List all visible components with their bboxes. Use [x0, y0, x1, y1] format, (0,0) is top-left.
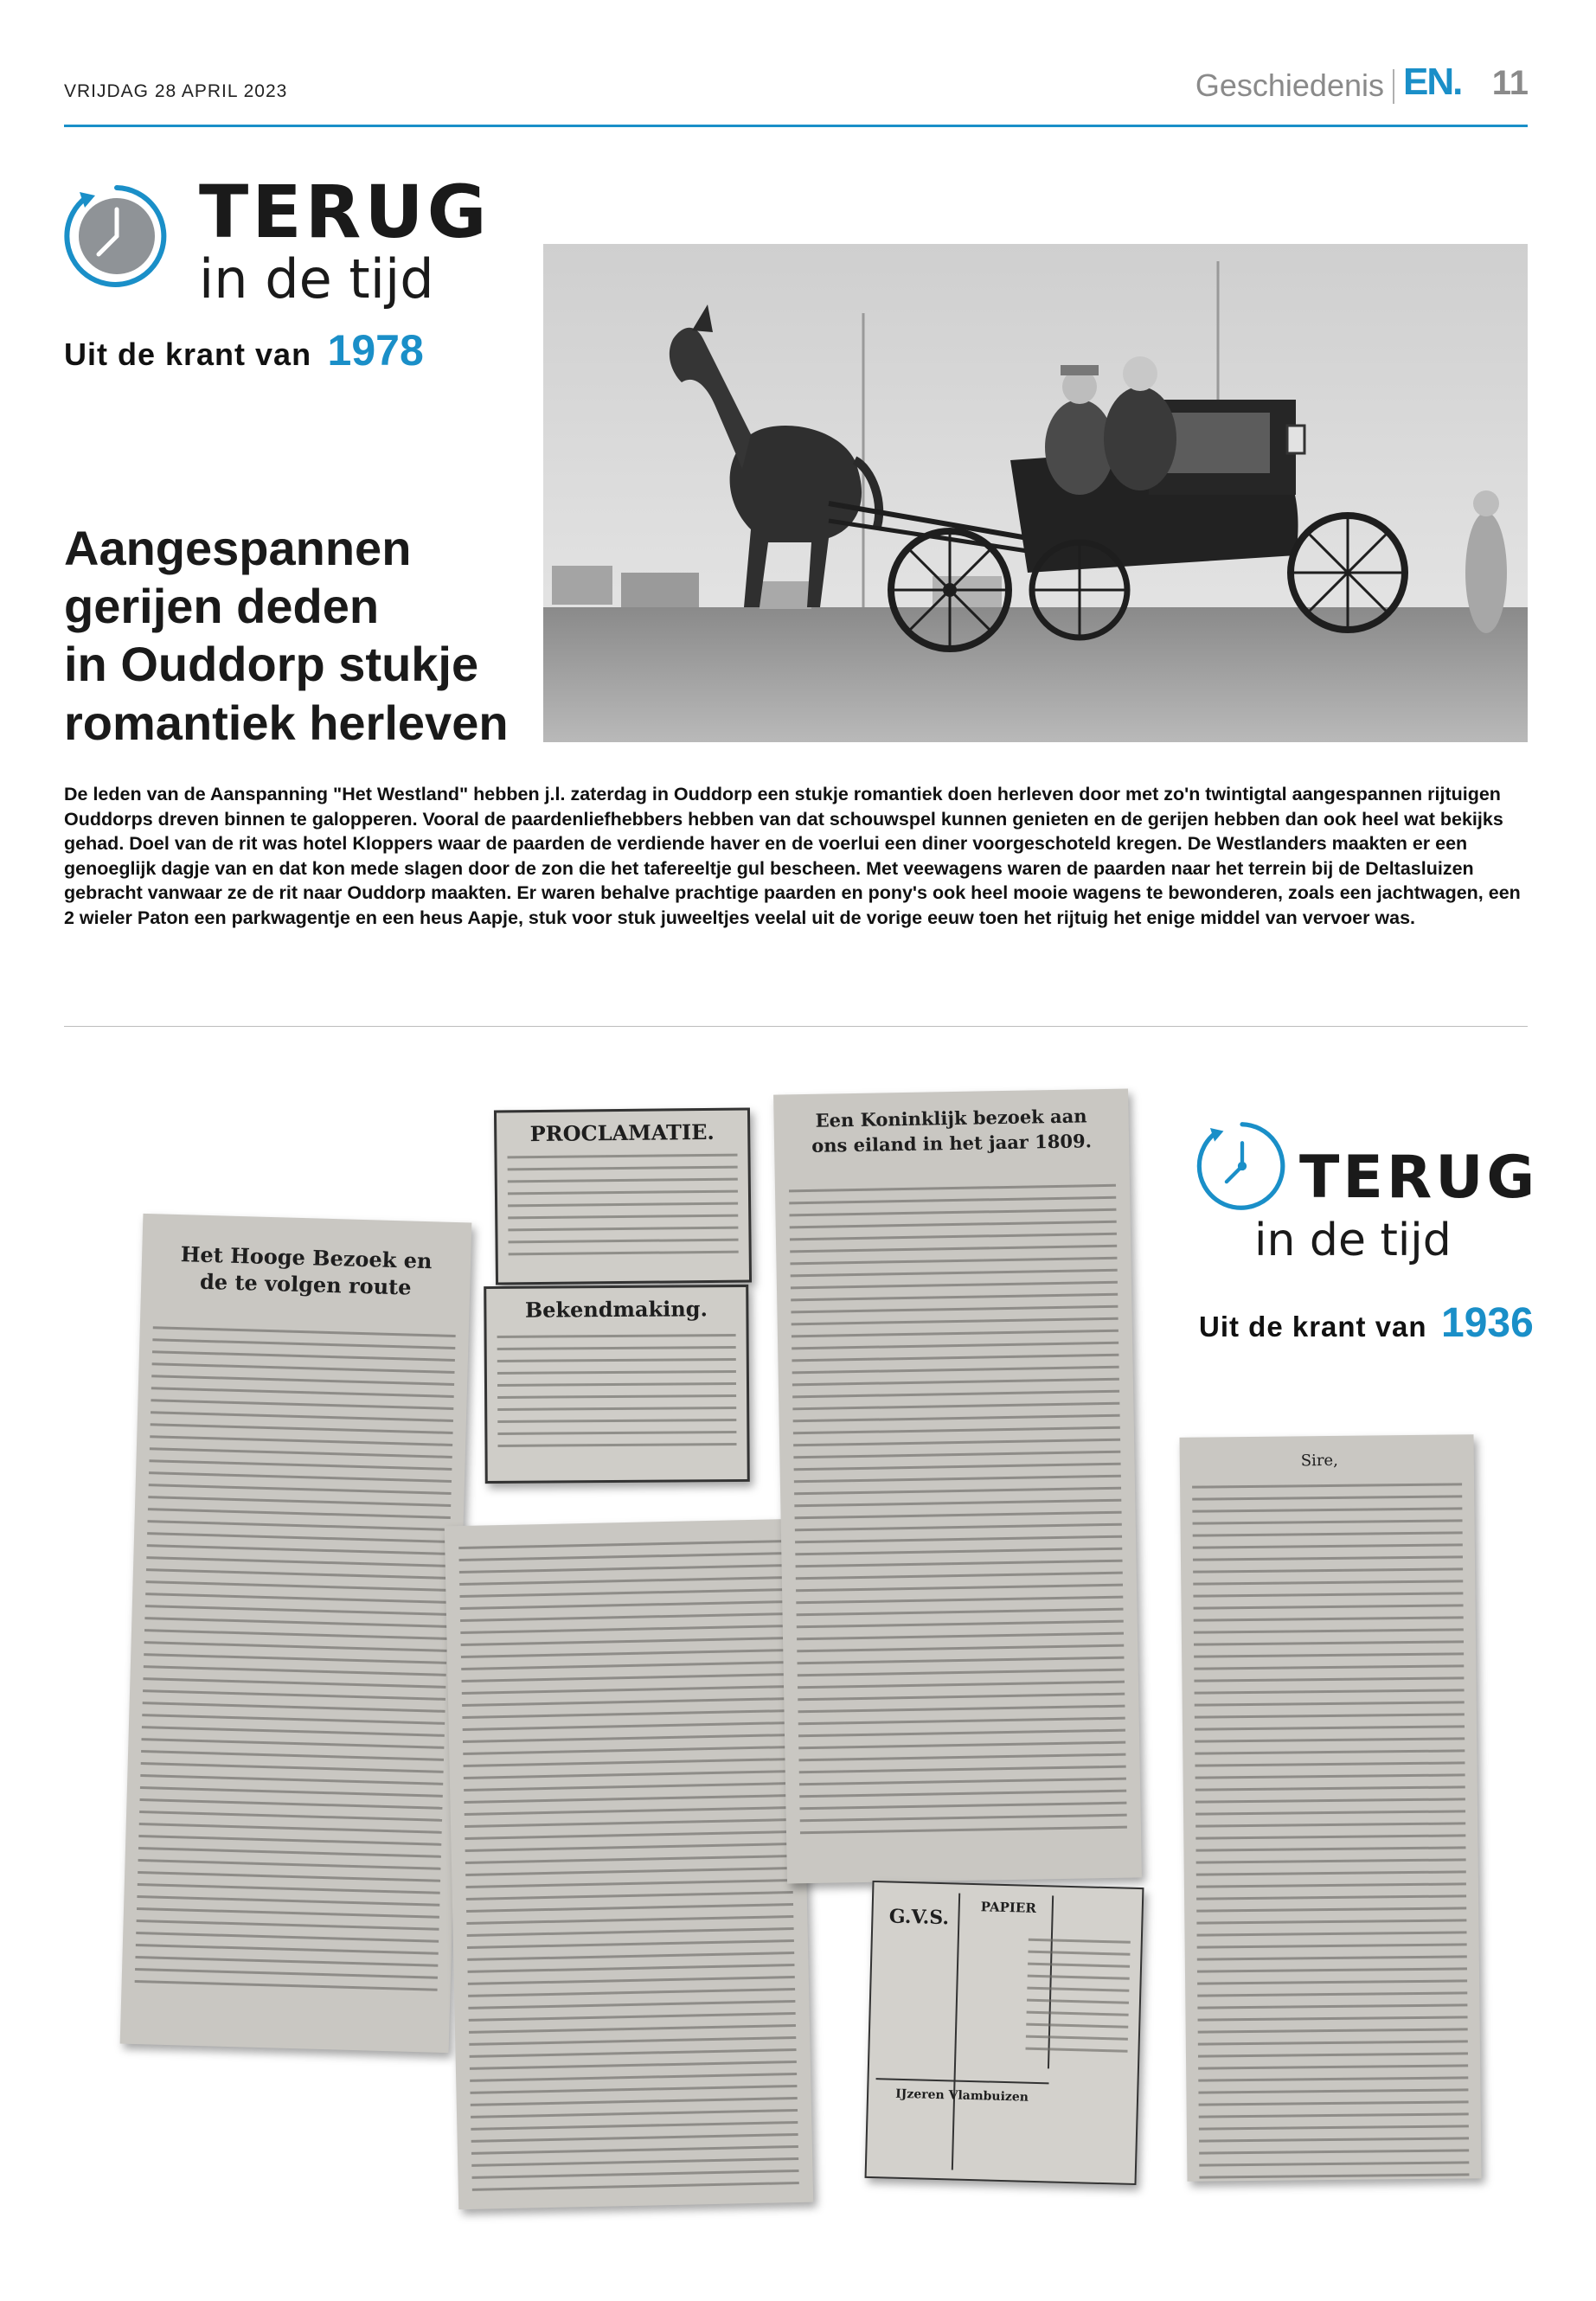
clipping-proclamatie [494, 1107, 752, 1285]
krant-year: 1978 [327, 326, 424, 375]
ad-gvs: G.V.S. [888, 1905, 950, 1930]
headline-line: Aangespannen [64, 521, 412, 575]
clipping-hooge-bezoek [120, 1214, 472, 2053]
photo-illustration [543, 244, 1528, 742]
krant-text: Uit de krant van [64, 336, 312, 372]
clipping-bekendmaking [484, 1285, 750, 1484]
clipping-advertenties [865, 1881, 1144, 2185]
clipping-title: Bekendmaking. [524, 1296, 708, 1323]
clipping-title: PROCLAMATIE. [529, 1118, 715, 1147]
section-name: Geschiedenis [1195, 67, 1384, 103]
article-body: De leden van de Aanspanning "Het Westland" hebben j.l. zaterdag in Ouddorp een stukje romantiek doen herleven door met zo'n twintigtal aangespannen rijtuigen Ouddorps dreven binnen te galopperen. Vooral de paardenliefhebbers hebben van dat schouwspel kunnen genieten en de gerijen hebben dan ook heel wat bekijks gehad. Doel van de rit was hotel Kloppers waar de paarden de verdiende haver en de voerlui een diner voorgeschoteld kregen. De Westlanders maakten er een genoeglijk dagje van en dat kon mede slagen door de zon die het tafereeltje gul bescheen. Met veewagens waren de paarden naar het terrein bij de Deltasluizen gebracht vanwaar ze de rit naar Ouddorp maakten. Er waren behalve prachtige paarden en pony's ook heel mooie wagens te bewonderen, zoals een jachtwagen, een 2 wieler Paton een parkwagentje en een heus Aapje, stuk voor stuk juweeltjes veelal uit de vorige eeuw toen het rijtuig het enige middel van vervoer was. [64, 784, 1521, 928]
logo-word-in-de-tijd: in de tijd [1254, 1215, 1452, 1266]
article-headline [64, 519, 531, 752]
header-divider [1393, 69, 1394, 104]
logo-word-in-de-tijd: in de tijd [199, 247, 434, 311]
clock-icon [61, 180, 173, 292]
headline-line: in Ouddorp stukje [64, 637, 479, 692]
clipping-dirksland-route [445, 1519, 813, 2209]
terug-in-de-tijd-logo-1978 [61, 170, 510, 320]
clipping-title: Sire, [1300, 1451, 1338, 1471]
headline-line: romantiek herleven [64, 695, 509, 750]
ad-ijzeren-vlambuizen: IJzeren Vlambuizen [895, 2086, 1029, 2105]
section-divider [64, 1026, 1528, 1027]
logo-word-terug: TERUG [199, 170, 490, 254]
logo-word-terug: TERUG [1299, 1144, 1539, 1212]
page-number: 11 [1491, 64, 1529, 102]
header-rule [64, 125, 1528, 127]
headline-line: gerijen deden [64, 579, 380, 634]
horse-carriage-photo [543, 244, 1528, 742]
clipping-title: Het Hooge Bezoek en de te volgen route [180, 1241, 433, 1300]
ad-papier: PAPIER [980, 1899, 1037, 1916]
issue-date: VRIJDAG 28 APRIL 2023 [64, 81, 288, 101]
terug-in-de-tijd-logo-1936 [1194, 1118, 1540, 1265]
krant-label-1978 [64, 325, 424, 375]
krant-year: 1936 [1441, 1300, 1534, 1346]
clock-icon [1194, 1118, 1291, 1215]
krant-label-1936 [1199, 1299, 1534, 1347]
krant-text: Uit de krant van [1199, 1311, 1427, 1343]
clipping-koninklijk-bezoek [773, 1088, 1142, 1883]
clipping-sire [1180, 1434, 1482, 2182]
clipping-title: Een Koninklijk bezoek aan ons eiland in het jaar 1809. [811, 1105, 1093, 1157]
clipping-text-lines [135, 1326, 456, 2000]
brand-logo: EN. [1403, 61, 1462, 103]
